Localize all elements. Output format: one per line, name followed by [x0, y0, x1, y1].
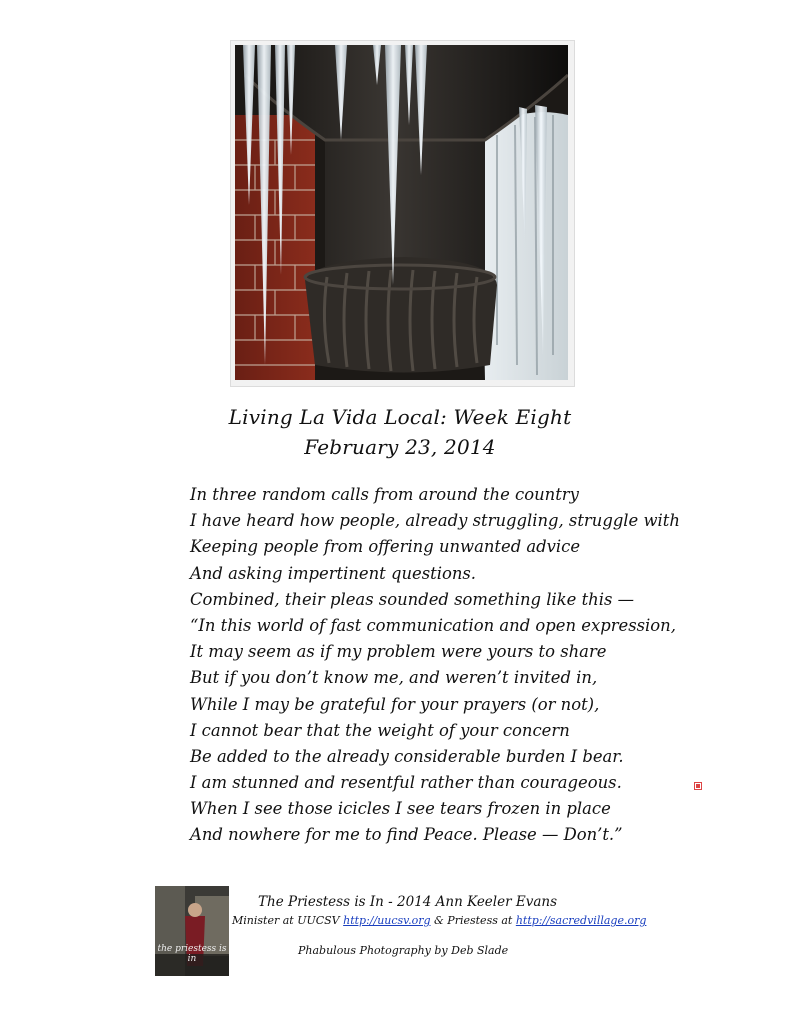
photo-credit: Phabulous Photography by Deb Slade	[298, 944, 509, 957]
page-date: February 23, 2014	[304, 435, 496, 459]
sacredvillage-link[interactable]: http://sacredvillage.org	[515, 914, 647, 927]
icicle-urn-illustration	[235, 45, 568, 380]
uucsv-link[interactable]: http://uucsv.org	[343, 914, 431, 927]
poem-line: I have heard how people, already struggling, struggle with	[190, 511, 680, 531]
poem-line: Combined, their pleas sounded something like this —	[190, 589, 634, 609]
poem-line: Be added to the already considerable burden I bear.	[190, 746, 624, 766]
page-title: Living La Vida Local: Week Eight	[228, 405, 572, 429]
poem-line: While I may be grateful for your prayers (or not),	[190, 694, 600, 714]
footer-credit: The Priestess is In - 2014 Ann Keeler Evans	[258, 894, 558, 910]
poem-line: And nowhere for me to find Peace. Please — Don’t.”	[190, 825, 623, 845]
poem-line: But if you don’t know me, and weren’t invited in,	[190, 668, 598, 688]
poem-line: Keeping people from offering unwanted advice	[190, 537, 581, 557]
footer-priestess-text: & Priestess at	[430, 914, 516, 927]
priestess-logo	[155, 886, 229, 976]
poem-line: And asking impertinent questions.	[190, 563, 476, 583]
embedded-object-icon[interactable]	[694, 782, 702, 790]
footer-minister-text: Minister at UUCSV	[232, 914, 344, 927]
poem-line: I cannot bear that the weight of your concern	[190, 720, 570, 740]
poem-line: I am stunned and resentful rather than courageous.	[190, 773, 622, 793]
poem-body	[190, 482, 690, 849]
poem-line: In three random calls from around the country	[190, 485, 579, 504]
poem-line: It may seem as if my problem were yours to share	[190, 642, 607, 662]
poem-line: “In this world of fast communication and open expression,	[190, 615, 676, 635]
priestess-logo-text: the priestess is in	[157, 944, 227, 964]
footer-affiliations	[232, 914, 646, 927]
icicle-urn-photo	[235, 45, 568, 380]
poem-line: When I see those icicles I see tears frozen in place	[190, 799, 611, 819]
